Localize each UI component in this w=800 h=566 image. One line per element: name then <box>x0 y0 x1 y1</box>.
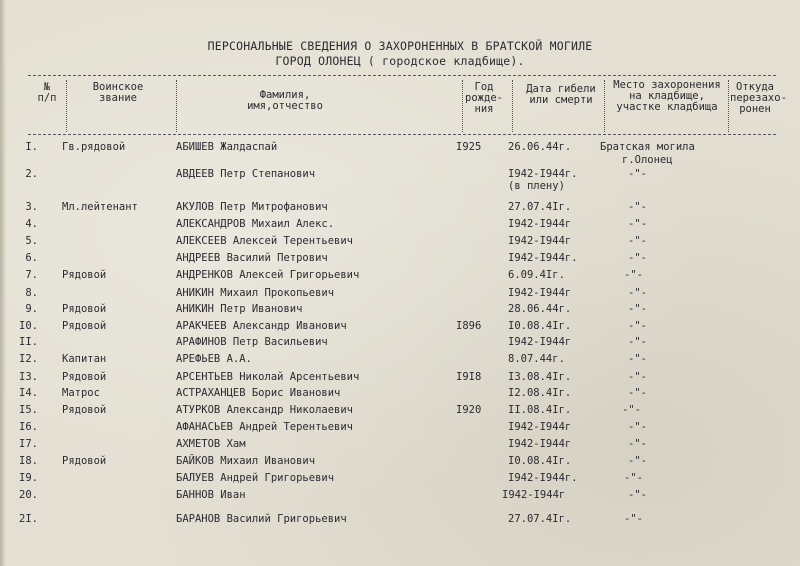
row-number: I0. <box>19 320 38 332</box>
row-number: 4. <box>25 218 38 230</box>
row-number: I. <box>25 141 38 153</box>
row-full-name: АКУЛОВ Петр Митрофанович <box>176 201 328 213</box>
row-burial-place: -"- <box>628 235 647 247</box>
table-row <box>0 201 800 215</box>
row-birth-year: I896 <box>456 320 482 332</box>
row-full-name: АФАНАСЬЕВ Андрей Терентьевич <box>176 421 354 433</box>
table-row <box>0 269 800 283</box>
column-divider <box>66 80 67 132</box>
row-number: 8. <box>25 287 38 299</box>
row-death-date: I942-I944г <box>508 218 572 230</box>
row-burial-place: -"- <box>628 455 647 467</box>
row-burial-place: Братская могила <box>600 141 695 153</box>
row-burial-place: -"- <box>628 168 647 180</box>
row-full-name: БАННОВ Иван <box>176 489 246 501</box>
row-death-date: I942-I944г <box>508 438 572 450</box>
row-number: 9. <box>25 303 38 315</box>
row-death-date: I0.08.4Iг. <box>508 455 572 467</box>
column-divider <box>604 80 605 132</box>
row-death-date: I0.08.4Iг. <box>508 320 572 332</box>
row-number: 2I. <box>19 513 38 525</box>
table-row <box>0 336 800 350</box>
row-rank: Капитан <box>62 353 107 365</box>
row-full-name: АРСЕНТЬЕВ Николай Арсентьевич <box>176 371 360 383</box>
column-header-birth-year: Год рожде- ния <box>465 81 503 115</box>
row-burial-place: -"- <box>628 421 647 433</box>
table-row <box>0 421 800 435</box>
row-number: I4. <box>19 387 38 399</box>
row-full-name: АРАКЧЕЕВ Александр Иванович <box>176 320 347 332</box>
row-birth-year: I925 <box>456 141 482 153</box>
row-death-date: 8.07.44г. <box>508 353 565 365</box>
column-divider <box>176 80 177 132</box>
table-row <box>0 235 800 249</box>
column-header-reburied-from: Откуда перезахо- ронен <box>730 81 787 115</box>
row-number: I5. <box>19 404 38 416</box>
table-row <box>0 218 800 232</box>
row-full-name: АХМЕТОВ Хам <box>176 438 246 450</box>
row-burial-place: -"- <box>628 218 647 230</box>
row-burial-place: -"- <box>628 336 647 348</box>
row-burial-place: -"- <box>628 320 647 332</box>
row-burial-place: -"- <box>622 404 641 416</box>
row-birth-year: I920 <box>456 404 482 416</box>
row-death-date: I942-I944г. <box>508 252 578 264</box>
row-rank: Рядовой <box>62 303 107 315</box>
row-burial-place: -"- <box>628 353 647 365</box>
row-death-date: I942-I944г <box>508 336 572 348</box>
table-row <box>0 371 800 385</box>
column-header-burial-place: Место захоронения на кладбище, участке кладбища <box>613 79 721 113</box>
row-number: 2. <box>25 168 38 180</box>
row-full-name: АРЕФЬЕВ А.А. <box>176 353 252 365</box>
row-full-name: АРАФИНОВ Петр Васильевич <box>176 336 328 348</box>
column-header-death-date: Дата гибели или смерти <box>526 83 596 106</box>
row-full-name: БАРАНОВ Василий Григорьевич <box>176 513 347 525</box>
row-number: I7. <box>19 438 38 450</box>
document-title-line1: ПЕРСОНАЛЬНЫЕ СВЕДЕНИЯ О ЗАХОРОНЕННЫХ В БРАТСКОЙ МОГИЛЕ <box>207 39 593 53</box>
table-row <box>0 404 800 418</box>
row-burial-place: -"- <box>628 438 647 450</box>
row-death-date: 26.06.44г. <box>508 141 572 153</box>
column-divider <box>512 80 513 132</box>
row-burial-place: -"- <box>628 371 647 383</box>
row-full-name: АСТРАХАНЦЕВ Борис Иванович <box>176 387 341 399</box>
row-full-name: АНИКИН Михаил Прокопьевич <box>176 287 335 299</box>
table-row <box>0 353 800 367</box>
row-burial-place: -"- <box>628 489 647 501</box>
row-rank: Мл.лейтенант <box>62 201 138 213</box>
row-full-name: АНДРЕНКОВ Алексей Григорьевич <box>176 269 360 281</box>
row-death-date: I942-I944г <box>508 287 572 299</box>
row-death-date: I942-I944г <box>508 421 572 433</box>
row-burial-place: -"- <box>624 269 643 281</box>
table-row <box>0 168 800 182</box>
row-full-name: АЛЕКСАНДРОВ Михаил Алекс. <box>176 218 335 230</box>
table-row <box>0 320 800 334</box>
row-number: I6. <box>19 421 38 433</box>
table-row <box>0 455 800 469</box>
row-number: 3. <box>25 201 38 213</box>
row-death-date: II.08.4Iг. <box>508 404 572 416</box>
row-rank: Рядовой <box>62 269 107 281</box>
column-header-rank: Воинское звание <box>92 81 144 104</box>
table-row <box>0 141 800 155</box>
row-death-date: I942-I944г <box>502 489 566 501</box>
row-full-name: АНИКИН Петр Иванович <box>176 303 303 315</box>
table-row <box>0 472 800 486</box>
row-rank: Рядовой <box>62 320 107 332</box>
header-bottom-rule <box>28 134 776 135</box>
row-death-date: I2.08.4Iг. <box>508 387 572 399</box>
table-row <box>0 252 800 266</box>
row-burial-place: -"- <box>628 252 647 264</box>
row-death-date: I942-I944г <box>508 235 572 247</box>
table-row <box>0 287 800 301</box>
row-death-date: I3.08.4Iг. <box>508 371 572 383</box>
row-death-date: 27.07.4Iг. <box>508 513 572 525</box>
row2-date-continuation: (в плену) <box>508 180 565 192</box>
row-death-date: 28.06.44г. <box>508 303 572 315</box>
row-full-name: БАЛУЕВ Андрей Григорьевич <box>176 472 335 484</box>
row-number: 5. <box>25 235 38 247</box>
row-rank: Гв.рядовой <box>62 141 126 153</box>
column-header-name: Фамилия, имя,отчество <box>247 89 323 112</box>
row-full-name: АБИШЕВ Жалдаспай <box>176 141 278 153</box>
row-burial-place: -"- <box>628 303 647 315</box>
row-burial-place: -"- <box>624 472 643 484</box>
row-rank: Рядовой <box>62 404 107 416</box>
table-row <box>0 489 800 503</box>
row-number: 20. <box>19 489 38 501</box>
row-death-date: I942-I944г. <box>508 472 578 484</box>
row-burial-place: -"- <box>624 513 643 525</box>
row-full-name: АТУРКОВ Александр Николаевич <box>176 404 354 416</box>
table-row <box>0 303 800 317</box>
row-number: II. <box>19 336 38 348</box>
row-full-name: АЛЕКСЕЕВ Алексей Терентьевич <box>176 235 354 247</box>
row-rank: Матрос <box>62 387 100 399</box>
row-burial-place: -"- <box>628 201 647 213</box>
table-row <box>0 387 800 401</box>
row-burial-place: -"- <box>628 287 647 299</box>
row-full-name: АВДЕЕВ Петр Степанович <box>176 168 316 180</box>
row-death-date: I942-I944г. <box>508 168 578 180</box>
row-number: 7. <box>25 269 38 281</box>
column-divider <box>728 80 729 132</box>
row-full-name: АНДРЕЕВ Василий Петрович <box>176 252 328 264</box>
row1-place-continuation: г.Олонец <box>622 154 673 166</box>
row-number: I2. <box>19 353 38 365</box>
row-rank: Рядовой <box>62 371 107 383</box>
row-death-date: 27.07.4Iг. <box>508 201 572 213</box>
row-burial-place: -"- <box>628 387 647 399</box>
row-number: I9. <box>19 472 38 484</box>
table-row <box>0 438 800 452</box>
column-divider <box>462 80 463 132</box>
document-title-line2: ГОРОД ОЛОНЕЦ ( городское кладбище). <box>275 54 525 68</box>
row-death-date: 6.09.4Iг. <box>508 269 565 281</box>
row-number: I8. <box>19 455 38 467</box>
row-rank: Рядовой <box>62 455 107 467</box>
column-header-number: № п/п <box>37 81 57 104</box>
row-number: 6. <box>25 252 38 264</box>
row-full-name: БАЙКОВ Михаил Иванович <box>176 455 316 467</box>
table-row <box>0 513 800 527</box>
header-top-rule <box>28 75 776 76</box>
row-birth-year: I9I8 <box>456 371 482 383</box>
row-number: I3. <box>19 371 38 383</box>
